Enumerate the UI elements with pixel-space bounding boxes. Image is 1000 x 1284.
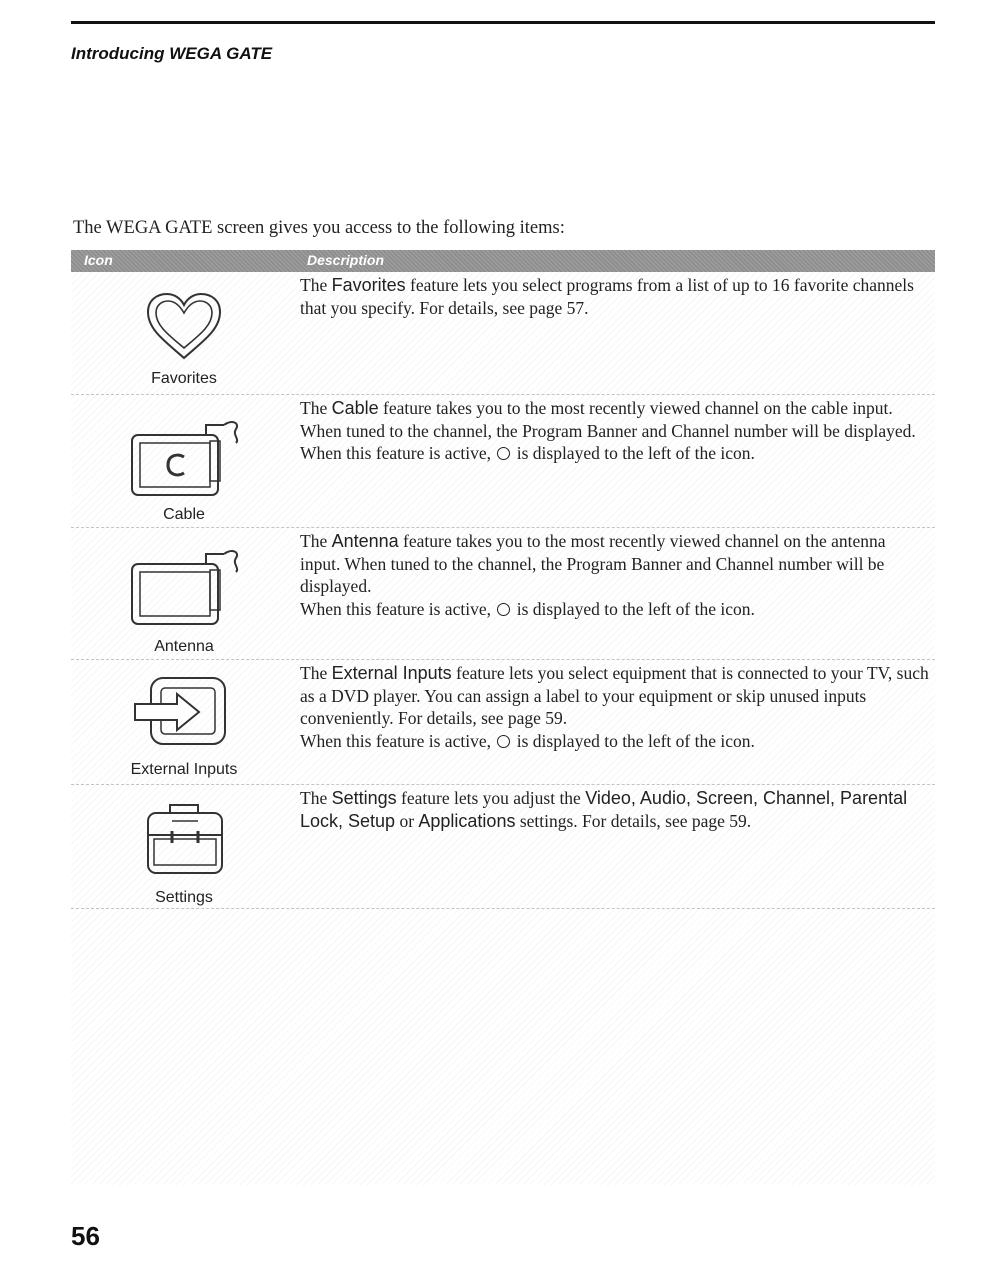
- feature-name: Settings: [331, 788, 397, 808]
- table-header: [71, 250, 935, 272]
- antenna-tv-icon: [122, 542, 246, 630]
- table-row-settings: [71, 785, 935, 909]
- description-cell: [300, 274, 930, 319]
- icon-cell: [71, 528, 297, 659]
- active-note-start: When this feature is active,: [300, 443, 491, 463]
- icon-label: Settings: [155, 889, 213, 906]
- active-indicator-icon: [497, 735, 510, 748]
- table-row-cable: [71, 395, 935, 528]
- feature-name: Favorites: [331, 275, 406, 295]
- description-cell: [300, 662, 930, 752]
- active-note-end: is displayed to the left of the icon.: [516, 443, 755, 463]
- icon-label: Favorites: [151, 370, 217, 387]
- desc-prefix: The: [300, 663, 328, 683]
- desc-or: or: [399, 810, 415, 831]
- header-description-column: Description: [307, 252, 385, 268]
- feature-name: Cable: [331, 398, 379, 418]
- desc-text: feature lets you adjust the: [401, 788, 581, 808]
- desc-prefix: The: [300, 531, 328, 551]
- icon-label: External Inputs: [130, 761, 238, 778]
- table-row-external-inputs: [71, 660, 935, 785]
- icon-cell: [71, 660, 297, 784]
- desc-text: feature takes you to the most recently viewed channel on the cable input. When tuned to the channel, the Program Banner and Channel number will be displayed.: [300, 398, 916, 441]
- table-row-antenna: [71, 528, 935, 660]
- icon-cell: [71, 785, 297, 908]
- icon-cell: [71, 395, 297, 527]
- feature-name: External Inputs: [331, 663, 452, 683]
- desc-prefix: The: [300, 275, 328, 295]
- icon-label: Cable: [163, 506, 205, 523]
- heart-icon: [142, 292, 226, 364]
- feature-name: Antenna: [331, 531, 399, 551]
- description-cell: [300, 530, 930, 620]
- active-indicator-icon: [497, 447, 510, 460]
- icon-label: Antenna: [154, 638, 214, 655]
- setting-last: Applications: [418, 810, 516, 831]
- active-note-start: When this feature is active,: [300, 598, 491, 619]
- header-icon-column: Icon: [84, 252, 113, 268]
- desc-text: feature takes you to the most recently viewed channel on the antenna input. When tuned to the channel, the Program Banner and Channel number will be displayed.: [300, 531, 886, 596]
- description-cell: [300, 397, 930, 465]
- items-table: [71, 250, 935, 1185]
- active-indicator-icon: [497, 603, 510, 616]
- desc-prefix: The: [300, 398, 328, 418]
- desc-text: feature lets you select programs from a list of up to 16 favorite channels that you specify. For details, see page 57.: [300, 275, 914, 318]
- active-note-start: When this feature is active,: [300, 730, 491, 751]
- toolbox-icon: [134, 799, 234, 879]
- desc-end: settings. For details, see page 59.: [519, 810, 752, 831]
- section-title: Introducing WEGA GATE: [71, 44, 273, 63]
- top-rule: [71, 21, 935, 24]
- desc-prefix: The: [300, 788, 328, 808]
- active-note-end: is displayed to the left of the icon.: [516, 598, 755, 619]
- active-note-end: is displayed to the left of the icon.: [516, 730, 755, 751]
- table-row-favorites: [71, 272, 935, 395]
- cable-tv-icon: [122, 413, 246, 501]
- description-cell: [300, 787, 930, 832]
- setting-names: Video, Audio, Screen, Channel, Parental Lock, Setup: [300, 788, 908, 831]
- desc-text: feature lets you select equipment that is connected to your TV, such as a DVD player. You can assign a label to your equipment or skip unused inputs conveniently. For details, see page 59.: [300, 663, 929, 728]
- intro-text: The WEGA GATE screen gives you access to the following items:: [73, 218, 565, 238]
- page-number: 56: [71, 1221, 100, 1251]
- external-inputs-icon: [129, 674, 239, 752]
- icon-cell: [71, 272, 297, 394]
